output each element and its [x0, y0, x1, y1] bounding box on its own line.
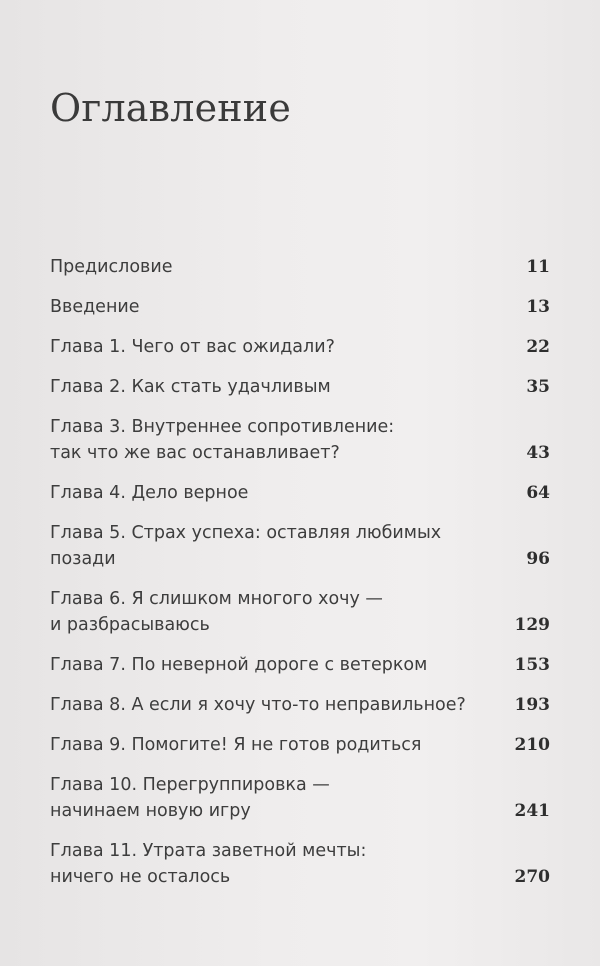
toc-entry: [50, 652, 550, 678]
toc-entry: [50, 414, 550, 466]
toc-entry-line: Глава 7. По неверной дороге с ветерком: [50, 655, 428, 675]
toc-entry-line: так что же вас останавливает?: [50, 443, 340, 463]
toc-entry: [50, 254, 550, 280]
toc-entry-page: 22: [526, 337, 550, 357]
toc-entry: [50, 334, 550, 360]
toc-entry-line: Глава 6. Я слишком многого хочу —: [50, 589, 383, 609]
toc-entry-title: [50, 692, 470, 718]
toc-entry: [50, 838, 550, 890]
toc-entry-page: 43: [526, 443, 550, 463]
toc-entry: [50, 520, 550, 572]
toc-entry-line: Глава 3. Внутреннее сопротивление:: [50, 417, 395, 437]
toc-entry-line: Предисловие: [50, 257, 173, 277]
toc-entry: [50, 586, 550, 638]
toc-entry-title: [50, 838, 470, 890]
toc-entry-page: 270: [514, 867, 550, 887]
toc-entry-line: начинаем новую игру: [50, 801, 251, 821]
toc-entry-page: 241: [514, 801, 550, 821]
toc-entry: [50, 294, 550, 320]
toc-entry: [50, 692, 550, 718]
toc-entry-line: Глава 9. Помогите! Я не готов родиться: [50, 735, 422, 755]
toc-entry-page: 96: [526, 549, 550, 569]
toc-entry-line: Глава 2. Как стать удачливым: [50, 377, 331, 397]
toc-entry-line: и разбрасываюсь: [50, 615, 210, 635]
toc-entry: [50, 772, 550, 824]
page-title: Оглавление: [50, 86, 292, 130]
toc-entry-line: Глава 11. Утрата заветной мечты:: [50, 841, 367, 861]
toc-entry-line: позади: [50, 549, 116, 569]
toc-entry-title: [50, 374, 470, 400]
toc-entry-page: 129: [514, 615, 550, 635]
toc-entry: [50, 374, 550, 400]
toc-entry-title: [50, 652, 470, 678]
toc-entry-line: Глава 1. Чего от вас ожидали?: [50, 337, 335, 357]
toc-entry-page: 11: [526, 257, 550, 277]
toc-entry-line: Введение: [50, 297, 140, 317]
toc-entry-page: 13: [526, 297, 550, 317]
toc-entry-title: [50, 772, 470, 824]
toc-entry-line: ничего не осталось: [50, 867, 231, 887]
toc-entry-line: Глава 8. А если я хочу что-то неправильное?: [50, 695, 466, 715]
toc-entry-line: Глава 4. Дело верное: [50, 483, 249, 503]
toc-entry-title: [50, 294, 470, 320]
toc-entry-title: [50, 254, 470, 280]
toc-entry: [50, 480, 550, 506]
table-of-contents: [50, 254, 550, 904]
toc-entry-page: 193: [514, 695, 550, 715]
toc-entry-title: [50, 586, 470, 638]
toc-entry-line: Глава 5. Страх успеха: оставляя любимых: [50, 523, 442, 543]
toc-entry-title: [50, 732, 470, 758]
toc-entry-title: [50, 334, 470, 360]
toc-entry-title: [50, 480, 470, 506]
toc-entry-title: [50, 520, 470, 572]
toc-entry: [50, 732, 550, 758]
toc-entry-page: 153: [514, 655, 550, 675]
toc-entry-page: 64: [526, 483, 550, 503]
toc-entry-page: 210: [514, 735, 550, 755]
toc-entry-line: Глава 10. Перегруппировка —: [50, 775, 330, 795]
toc-entry-title: [50, 414, 470, 466]
toc-entry-page: 35: [526, 377, 550, 397]
